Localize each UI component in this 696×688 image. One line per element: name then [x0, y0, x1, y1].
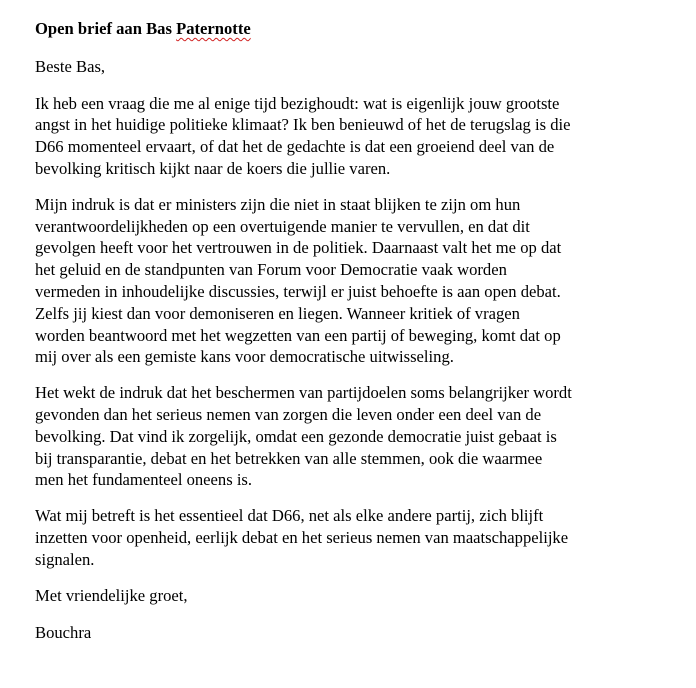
- paragraph-line: D66 momenteel ervaart, of dat het de gedachte is dat een groeiend deel van de: [35, 137, 555, 157]
- paragraph-2: [35, 194, 675, 368]
- paragraph-line: Mijn indruk is dat er ministers zijn die niet in staat blijken te zijn om hun: [35, 194, 521, 214]
- paragraph-line: angst in het huidige politieke klimaat? Ik ben benieuwd of het de terugslag is die: [35, 115, 571, 135]
- paragraph-line: vermeden in inhoudelijke discussies, terwijl er juist behoefte is aan open debat.: [35, 281, 561, 301]
- paragraph-line: Het wekt de indruk dat het beschermen van partijdoelen soms belangrijker wordt: [35, 383, 572, 403]
- paragraph-line: verantwoordelijkheden op een overtuigende manier te vervullen, en dat dit: [35, 216, 530, 236]
- paragraph-line: het geluid en de standpunten van Forum voor Democratie vaak worden: [35, 260, 507, 280]
- paragraph-line: mij over als een gemiste kans voor democratische uitwisseling.: [35, 347, 454, 367]
- letter-title-prefix: Open brief aan Bas: [35, 19, 177, 38]
- paragraph-4: [35, 505, 675, 570]
- paragraph-line: inzetten voor openheid, eerlijk debat en het serieus nemen van maatschappelijke: [35, 527, 569, 547]
- letter-document: [35, 18, 675, 644]
- paragraph-line: worden beantwoord met het wegzetten van een partij of beweging, komt dat op: [35, 325, 561, 345]
- paragraph-line: bij transparantie, debat en het betrekken van alle stemmen, ook die waarmee: [35, 448, 543, 468]
- paragraph-line: Ik heb een vraag die me al enige tijd bezighoudt: wat is eigenlijk jouw grootste: [35, 93, 560, 113]
- paragraph-1: [35, 93, 675, 180]
- paragraph-line: Zelfs jij kiest dan voor demoniseren en liegen. Wanneer kritiek of vragen: [35, 303, 520, 323]
- paragraph-line: bevolking kritisch kijkt naar de koers die jullie varen.: [35, 158, 391, 178]
- paragraph-3: [35, 382, 675, 491]
- paragraph-line: gevonden dan het serieus nemen van zorgen die leven onder een deel van de: [35, 404, 542, 424]
- closing-line: Met vriendelijke groet,: [35, 585, 188, 605]
- signature: Bouchra: [35, 623, 92, 643]
- letter-title-name: Paternotte: [176, 19, 251, 38]
- paragraph-line: signalen.: [35, 549, 95, 569]
- salutation: Beste Bas,: [35, 56, 106, 76]
- paragraph-line: gevolgen heeft voor het vertrouwen in de politiek. Daarnaast valt het me op dat: [35, 238, 562, 258]
- paragraph-line: Wat mij betreft is het essentieel dat D66, net als elke andere partij, zich blijft: [35, 506, 544, 526]
- paragraph-line: bevolking. Dat vind ik zorgelijk, omdat een gezonde democratie juist gebaat is: [35, 426, 557, 446]
- paragraph-line: men het fundamenteel oneens is.: [35, 470, 253, 490]
- letter-title: [35, 18, 675, 40]
